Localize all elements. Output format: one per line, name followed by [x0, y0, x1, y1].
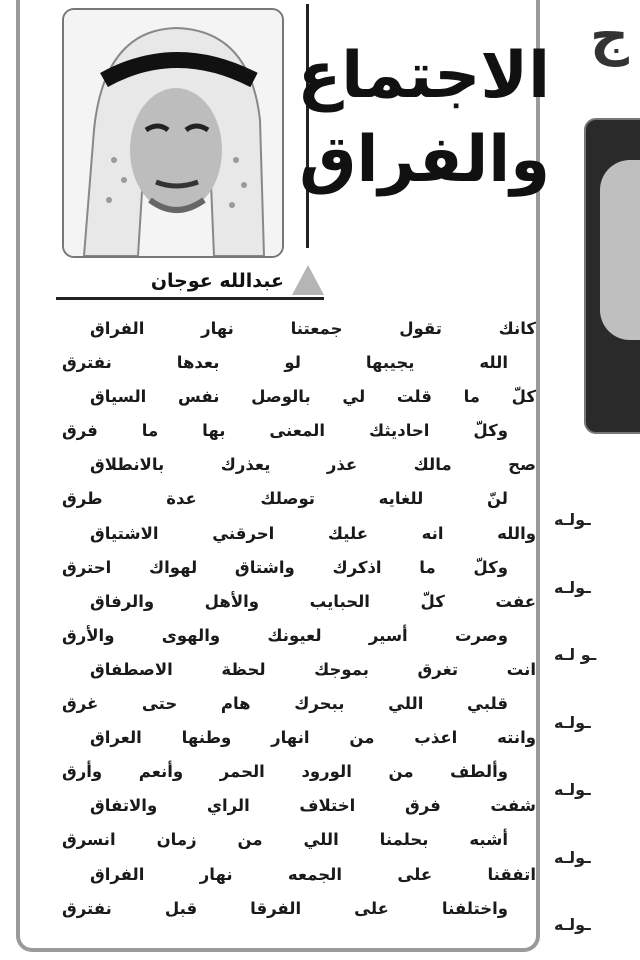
poem-line: وألطف من الورود الحمر وأنعم وأرق — [62, 762, 508, 782]
adjacent-line: ـولـه — [554, 915, 591, 934]
poem-line: صح مالك عذر يعذرك بالانطلاق — [90, 455, 536, 475]
poem-line: وكلّ ما اذكرك واشتاق لهواك احترق — [62, 557, 508, 577]
adjacent-line: ـولـه — [554, 847, 591, 867]
adjacent-line: ـولـه — [554, 577, 591, 597]
poem-line: قلبي اللي ببحرك هام حتى غرق — [62, 694, 508, 714]
adjacent-photo — [584, 118, 640, 434]
author-name: عبدالله عوجان — [150, 270, 284, 292]
poem-line: لنّ للغايه توصلك عدة طرق — [62, 489, 508, 509]
decorative-triangle — [292, 265, 324, 295]
poem-line: وصرت أسير لعيونك والهوى والأرق — [62, 625, 508, 645]
poem-line: انت تغرق بموجك لحظة الاصطفاق — [90, 659, 536, 679]
adjacent-title-fragment: ج — [590, 4, 629, 67]
poem-line: شفت فرق اختلاف الراي والاتفاق — [90, 796, 536, 816]
poem-line: وكلّ احاديثك المعنى بها ما فرق — [62, 421, 508, 441]
poem-line: والله انه عليك احرقني الاشتياق — [90, 523, 536, 543]
poem-line: كانك تقول جمعتنا نهار الفراق — [90, 319, 536, 338]
poem-line: كلّ ما قلت لي بالوصل نفس السياق — [90, 387, 536, 407]
adjacent-poem-fragments — [552, 500, 640, 960]
poem-line: الله يجيبها لو بعدها نفترق — [62, 353, 508, 373]
author-portrait-icon — [64, 10, 282, 256]
poem-body — [62, 312, 536, 926]
adjacent-line: ـولـه — [554, 780, 591, 799]
article-frame — [16, 0, 550, 952]
title-line-1: الاجتماع — [297, 39, 550, 113]
adjacent-line: ـو لـه — [554, 645, 597, 664]
poem-line: واختلفنا على الفرقا قبل نفترق — [62, 898, 508, 918]
poem-line: أشبه بحلمنا اللي من زمان انسرق — [62, 830, 508, 850]
poem-line: اتفقنا على الجمعه نهار الفراق — [90, 864, 536, 884]
poem-line: عفت كلّ الحبايب والأهل والرفاق — [90, 591, 536, 611]
poem-line: وانته اعذب من انهار وطنها العراق — [90, 728, 536, 748]
adjacent-line: ـولـه — [554, 712, 591, 732]
author-photo — [62, 8, 284, 258]
adjacent-photo-figure — [600, 160, 640, 340]
article-title — [297, 34, 550, 202]
adjacent-column — [552, 0, 640, 960]
title-line-2: والفراق — [299, 123, 550, 197]
author-underline — [56, 297, 324, 300]
adjacent-line: ـولـه — [554, 510, 591, 529]
